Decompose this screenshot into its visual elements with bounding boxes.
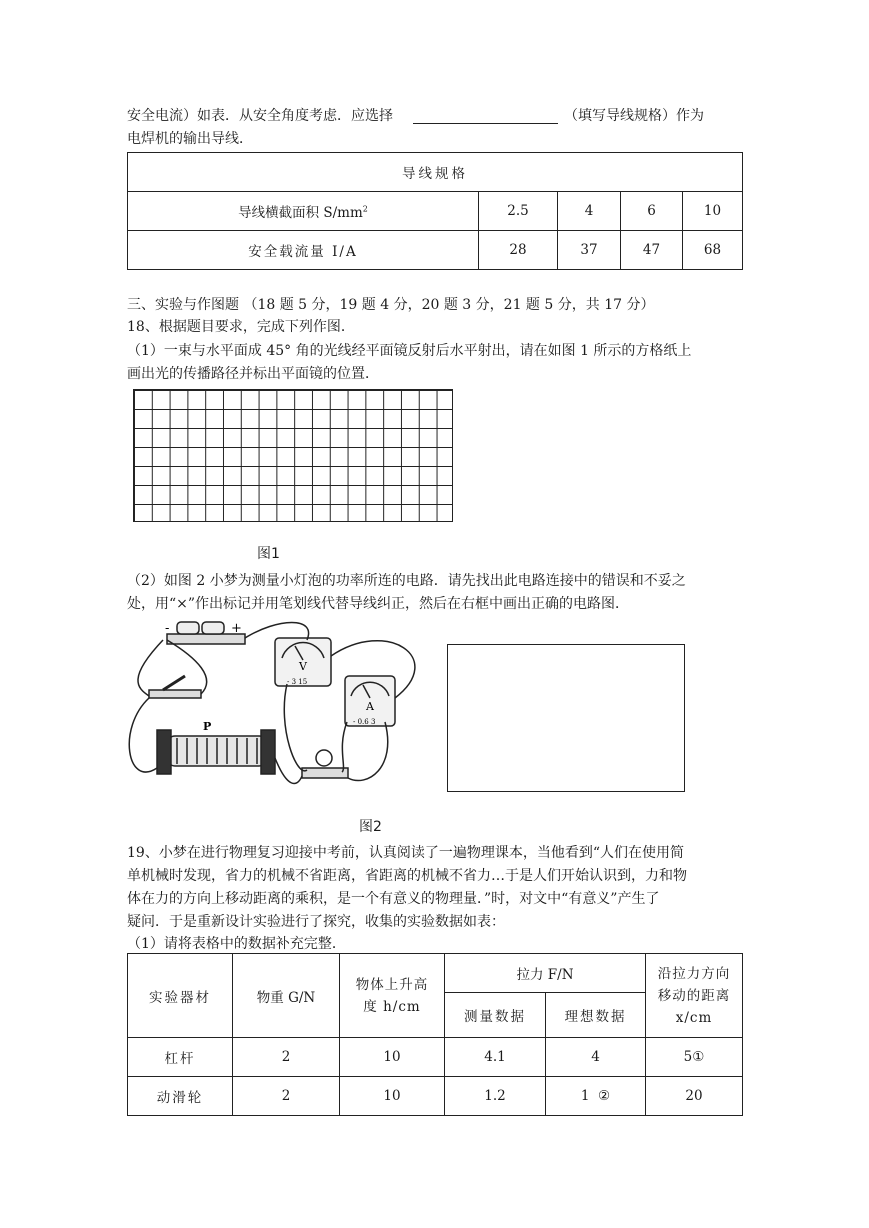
- intro-text-b: （填写导线规格）作为: [564, 108, 704, 124]
- cell: 20: [646, 1077, 743, 1116]
- slider-p-label: P: [203, 720, 212, 733]
- q19-line1: 19、小梦在进行物理复习迎接中考前，认真阅读了一遍物理课本，当他看到“人们在使用简: [127, 845, 684, 861]
- cell-blank-2[interactable]: 1 ②: [546, 1077, 646, 1116]
- q19-line3: 体在力的方向上移动距离的乘积，是一个有意义的物理量．”时，对文中“有意义”产生了: [127, 891, 660, 907]
- q18-2-line1: （2）如图 2 小梦为测量小灯泡的功率所连的电路．请先找出此电路连接中的错误和不妥之: [127, 573, 686, 589]
- battery-plus-label: +: [231, 621, 242, 636]
- cell: 4: [558, 192, 621, 231]
- cell: 10: [340, 1077, 445, 1116]
- row-label: 导线横截面积 $S/mm^2$: [128, 192, 479, 231]
- intro-line-2: 电焊机的输出导线．: [127, 131, 253, 147]
- q18-1-line2: 画出光的传播路径并标出平面镜的位置．: [127, 366, 379, 382]
- table-title: 导线规格: [128, 153, 743, 192]
- cell: 4: [546, 1038, 646, 1077]
- cell-blank-1[interactable]: 5①: [646, 1038, 743, 1077]
- voltmeter-terminals: - 3 15: [287, 678, 308, 686]
- header-weight: 物重 G/N: [233, 954, 340, 1038]
- header-height: 物体上升高 度 h/cm: [340, 954, 445, 1038]
- cell: 动滑轮: [128, 1077, 233, 1116]
- figure-1-caption: 图1: [257, 546, 280, 562]
- table-row: [128, 1077, 743, 1116]
- row-label: 安全载流量 I/A: [128, 231, 479, 270]
- cell: 4.1: [445, 1038, 546, 1077]
- cell: 2: [233, 1038, 340, 1077]
- q18-1-line1: （1）一束与水平面成 45° 角的光线经平面镜反射后水平射出，请在如图 1 所示的方格纸上: [127, 343, 692, 359]
- header-force: 拉力 F/N: [445, 954, 646, 993]
- intro-text-a: 安全电流）如表．从安全角度考虑．应选择: [127, 108, 393, 124]
- battery-minus-label: -: [165, 621, 170, 636]
- header-distance: 沿拉力方向 移动的距离 x/cm: [646, 954, 743, 1038]
- intro-line-1: [127, 106, 704, 126]
- q19-sub-1: （1）请将表格中的数据补充完整．: [127, 936, 346, 952]
- q18-2-line2: 处，用“×”作出标记并用笔划线代替导线纠正，然后在右框中画出正确的电路图．: [127, 596, 630, 612]
- question-18: 18、根据题目要求，完成下列作图．: [127, 319, 355, 335]
- cell: 6: [621, 192, 683, 231]
- table-row: [128, 231, 743, 270]
- header-ideal: 理想数据: [546, 993, 646, 1038]
- cell: 2.5: [479, 192, 558, 231]
- table-row: [128, 1038, 743, 1077]
- ammeter-terminals: - 0.6 3: [353, 718, 376, 726]
- header-equipment: 实验器材: [128, 954, 233, 1038]
- wire-spec-table: [127, 152, 743, 270]
- cell: 10: [683, 192, 743, 231]
- table-row: [128, 192, 743, 231]
- cell: 47: [621, 231, 683, 270]
- q19-line2: 单机械时发现，省力的机械不省距离，省距离的机械不省力…于是人们开始认识到，力和物: [127, 868, 687, 884]
- cell: 68: [683, 231, 743, 270]
- cell: 2: [233, 1077, 340, 1116]
- cell: 10: [340, 1038, 445, 1077]
- cell: 杠杆: [128, 1038, 233, 1077]
- cell: 37: [558, 231, 621, 270]
- answer-blank[interactable]: [413, 109, 558, 124]
- circuit-answer-box[interactable]: [447, 644, 685, 792]
- voltmeter-label: V: [299, 660, 307, 673]
- figure-2-caption: 图2: [359, 819, 382, 835]
- circuit-diagram: [127, 618, 437, 818]
- header-measured: 测量数据: [445, 993, 546, 1038]
- cell: 1.2: [445, 1077, 546, 1116]
- cell: 28: [479, 231, 558, 270]
- experiment-data-table: [127, 953, 743, 1116]
- q19-line4: 疑问．于是重新设计实验进行了探究，收集的实验数据如表：: [127, 914, 505, 930]
- ammeter-label: A: [366, 700, 374, 713]
- section-heading: 三、实验与作图题 （18 题 5 分，19 题 4 分，20 题 3 分，21 题 5 分，共 17 分）: [127, 297, 655, 313]
- grid-paper[interactable]: [133, 389, 453, 522]
